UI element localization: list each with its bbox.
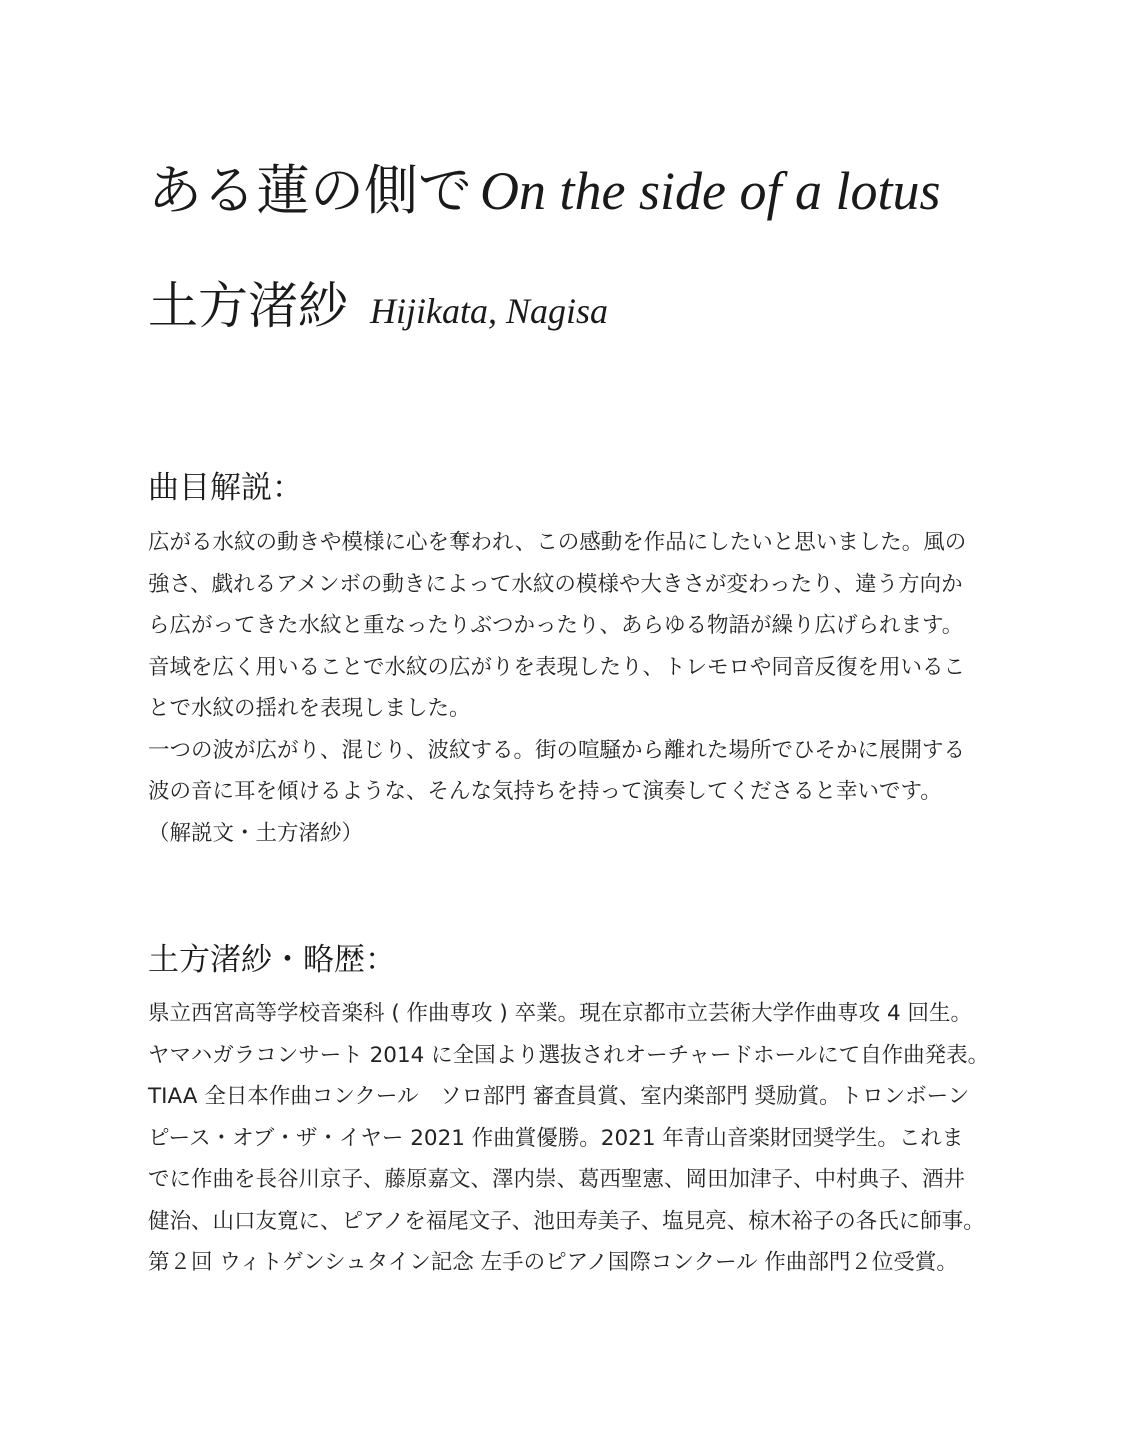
biography-line: TIAA 全日本作曲コンクール ソロ部門 審査員賞、室内楽部門 奨励賞。トロンボーン [148, 1084, 970, 1109]
biography-body [148, 993, 1078, 1284]
biography-heading: 土方渚紗・略歴： [148, 942, 396, 978]
program-notes-heading: 曲目解説： [148, 470, 303, 506]
composer-name-japanese: 土方渚紗 [148, 277, 348, 335]
program-notes-body [148, 522, 1078, 854]
composer-name-english: Hijikata, Nagisa [370, 291, 609, 331]
biography-line: でに作曲を長谷川京子、藤原嘉文、澤内崇、葛西聖憲、岡田加津子、中村典子、酒井 [148, 1167, 966, 1192]
piece-title-japanese: ある蓮の側で [148, 159, 472, 222]
biography-line: 第２回 ウィトゲンシュタイン記念 左手のピアノ国際コンクール 作曲部門２位受賞。 [148, 1250, 958, 1275]
biography-line: 県立西宮高等学校音楽科 ( 作曲専攻 ) 卒業。現在京都市立芸術大学作曲専攻 4 回生。 [148, 1001, 972, 1026]
composer-name [148, 268, 608, 353]
biography-line: ピース・オブ・ザ・イヤー 2021 作曲賞優勝。2021 年青山音楽財団奨学生。これま [148, 1125, 964, 1151]
program-notes-line: 音域を広く用いることで水紋の広がりを表現したり、トレモロや同音反復を用いるこ [148, 654, 966, 680]
program-notes-line: ら広がってきた水紋と重なったりぶつかったり、あらゆる物語が繰り広げられます。 [148, 613, 964, 638]
program-notes-credit: （解説文・土方渚紗） [148, 820, 364, 846]
program-notes-line: 強さ、戯れるアメンボの動きによって水紋の模様や大きさが変わったり、違う方向か [148, 571, 963, 597]
piece-title [148, 148, 940, 234]
biography-line: 健治、山口友寛に、ピアノを福尾文子、池田寿美子、塩見亮、椋木裕子の各氏に師事。 [148, 1208, 985, 1234]
program-notes-line: 広がる水紋の動きや模様に心を奪われ、この感動を作品にしたいと思いました。風の [148, 530, 967, 555]
program-notes-line: 波の音に耳を傾けるような、そんな気持ちを持って演奏してくださると幸いです。 [148, 779, 942, 804]
piece-title-english: On the side of a lotus [480, 161, 941, 221]
program-notes-line: とで水紋の揺れを表現しました。 [148, 696, 471, 721]
program-notes-line: 一つの波が広がり、混じり、波紋する。街の喧騒から離れた場所でひそかに展開する [148, 737, 966, 763]
biography-line: ヤマハガラコンサート 2014 に全国より選抜されオーチャードホールにて自作曲発表。 [148, 1042, 990, 1068]
